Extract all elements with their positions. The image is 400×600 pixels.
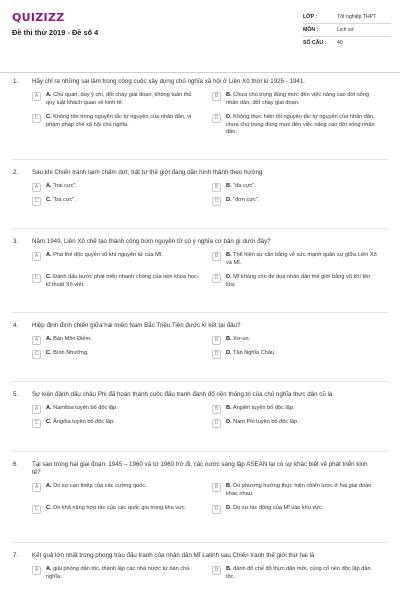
option-key: B. [226, 92, 232, 98]
meta-label: SỐ CÂU : [303, 40, 327, 47]
option-key: A. [46, 252, 52, 258]
question-text: Sự kiện đánh dấu châu Phi đã hoàn thành cuộc đấu tranh đánh đổ nền thống trị của chủ nghĩa thực dân cũ là [32, 391, 333, 398]
option-key: B. [226, 405, 232, 411]
option-letter-box: A [32, 566, 41, 575]
answer-option-c[interactable] [32, 350, 200, 359]
option-key: C. [46, 350, 52, 356]
option-text [46, 252, 163, 260]
option-value: Chủ quan, duy ý chí, đốt cháy giai đoạn, không tuân thủ quy luật khách quan về kinh tế. [46, 92, 192, 106]
answer-option-c[interactable] [32, 197, 200, 206]
answer-option-a[interactable] [32, 566, 200, 581]
option-value: Nam Phi tuyên bố độc lập. [233, 419, 299, 425]
option-value: Không thực hiện tốt nguyên tắc tự nguyện của nhân dân, chưa chú trọng đúng mức đến việc nâng cao đời sống nhân dân. [226, 114, 375, 136]
meta-label: LỚP : [303, 13, 318, 20]
option-value: "hai cực". [53, 183, 78, 189]
answer-option-a[interactable] [32, 92, 200, 107]
option-text [46, 350, 89, 358]
option-text [226, 505, 323, 513]
option-value: Phá thế độc quyền vũ khí nguyên tử của Mĩ. [53, 252, 163, 258]
meta-row-count [303, 37, 391, 50]
option-letter-box: B [212, 483, 221, 492]
meta-row-subject [303, 24, 391, 37]
question-divider [12, 312, 388, 313]
answer-option-d[interactable] [212, 114, 380, 137]
option-key: A. [46, 336, 52, 342]
answer-option-d[interactable] [212, 350, 380, 359]
option-key: C. [46, 197, 52, 203]
option-letter-box: B [212, 183, 221, 192]
option-value: Tân Nghĩa Châu. [233, 350, 276, 356]
option-text [46, 566, 200, 581]
answer-option-d[interactable] [212, 197, 380, 206]
option-text [226, 336, 250, 344]
option-key: A. [46, 566, 52, 572]
question-text: Tại sao trong hai giai đoạn: 1945 – 1960 và từ 1960 trở đi, các nước sáng lập ASEAN lại có sự khác biệt về phát triển kinh tế? [32, 461, 368, 477]
answer-option-b[interactable] [212, 483, 380, 498]
option-text [46, 274, 200, 289]
question-number: 3. [13, 238, 19, 245]
option-value: "đa cực". [233, 183, 256, 189]
option-key: B. [226, 483, 232, 489]
option-text [226, 405, 294, 413]
option-letter-box: C [32, 114, 41, 123]
option-text [46, 197, 76, 205]
option-letter-box: C [32, 505, 41, 514]
answer-option-b[interactable] [212, 183, 380, 192]
option-key: A. [46, 183, 52, 189]
option-value: Do sự can thiệp của các cường quốc. [53, 483, 147, 489]
option-key: A. [46, 483, 52, 489]
option-letter-box: B [212, 405, 221, 414]
option-letter-box: A [32, 405, 41, 414]
option-text [46, 114, 200, 129]
answer-option-a[interactable] [32, 336, 200, 345]
option-letter-box: B [212, 566, 221, 575]
option-key: D. [226, 114, 232, 120]
option-value: Chưa chú trọng đúng mức đến việc nâng cao đời sống nhân dân, đốt cháy giai đoạn. [226, 92, 370, 106]
answer-option-b[interactable] [212, 92, 380, 107]
option-value: Thể hiện sự cân bằng về sức mạnh quân sự giữa Liên Xô và Mĩ. [226, 252, 377, 266]
option-key: C. [46, 505, 52, 511]
option-text [226, 197, 259, 205]
option-letter-box: D [212, 505, 221, 514]
option-letter-box: D [212, 114, 221, 123]
option-key: B. [226, 566, 232, 572]
question-divider [12, 159, 388, 160]
question-number: 7. [13, 552, 19, 559]
option-letter-box: B [212, 336, 221, 345]
question-divider [12, 381, 388, 382]
answer-option-d[interactable] [212, 419, 380, 428]
option-letter-box: C [32, 419, 41, 428]
quizizz-logo: QUIZIZZ [12, 11, 65, 24]
answer-option-a[interactable] [32, 405, 200, 414]
meta-label: MÔN : [303, 26, 319, 33]
option-value: Do sự tác động của Mĩ vào khu vực. [233, 505, 324, 511]
answer-option-b[interactable] [212, 252, 380, 267]
meta-row-class [303, 11, 391, 24]
question-divider [12, 228, 388, 229]
question-text: Sau khi Chiến tranh lạnh chấm dứt, trật tự thế giới đang dần hình thành theo hướng [32, 169, 263, 176]
option-value: Angiêri tuyên bố độc lập. [232, 405, 295, 411]
option-key: C. [46, 274, 52, 280]
option-key: D. [226, 197, 232, 203]
option-text [46, 405, 118, 413]
option-key: C. [46, 419, 52, 425]
option-value: "ba cực". [53, 197, 76, 203]
option-text [226, 114, 380, 137]
header-divider [0, 72, 400, 73]
option-text [46, 505, 186, 513]
option-text [226, 483, 380, 498]
option-key: D. [226, 505, 232, 511]
option-letter-box: A [32, 92, 41, 101]
option-value: Không tôn trọng nguyên tắc tự nguyện của nhân dân, vi phạm pháp chế xã hội chủ nghĩa. [46, 114, 192, 128]
option-text [226, 350, 276, 358]
option-text [46, 183, 77, 191]
option-letter-box: A [32, 483, 41, 492]
answer-option-d[interactable] [212, 274, 380, 289]
option-value: đánh đổ chế độ thực dân mới, củng cố nền độc lập dân tộc. [226, 566, 371, 580]
option-text [46, 92, 200, 107]
option-text [226, 419, 299, 427]
option-value: Bình Nhưỡng. [53, 350, 89, 356]
answer-option-c[interactable] [32, 274, 200, 289]
answer-option-b[interactable] [212, 405, 380, 414]
meta-value: Tốt nghiệp THPT [337, 13, 377, 20]
question-divider [12, 451, 388, 452]
answer-option-d[interactable] [212, 505, 380, 514]
option-value: Đánh dấu bước phát triển nhanh chóng của nền khoa học-kĩ thuật Xô viết. [46, 274, 199, 288]
answer-option-a[interactable] [32, 183, 200, 192]
option-text [226, 92, 380, 107]
meta-value: 40 [337, 40, 343, 47]
answer-option-b[interactable] [212, 336, 380, 345]
option-value: Ăngôla tuyên bố độc lập. [53, 419, 115, 425]
option-value: Do phương hướng thực hiện chiến lược ở hai giai đoạn khác nhau. [226, 483, 372, 497]
option-key: D. [226, 274, 232, 280]
option-value: Do khả năng hợp tác của các quốc gia trong khu vực. [53, 505, 187, 511]
option-key: B. [226, 336, 232, 342]
option-value: "đơn cực". [233, 197, 260, 203]
question-number: 5. [13, 391, 19, 398]
meta-value: Lịch sử [337, 26, 355, 33]
option-key: D. [226, 419, 232, 425]
option-letter-box: A [32, 183, 41, 192]
answer-option-a[interactable] [32, 252, 200, 261]
exam-meta [303, 11, 391, 50]
option-key: B. [226, 183, 232, 189]
question-number: 4. [13, 322, 19, 329]
question-text: Hiệp định đình chiến giữa hai miền Nam Bắc Triều Tiên được kí kết tại đâu? [32, 322, 241, 329]
option-value: Xơ-un. [233, 336, 251, 342]
option-text [226, 252, 380, 267]
option-letter-box: D [212, 197, 221, 206]
answer-option-c[interactable] [32, 419, 200, 428]
option-letter-box: C [32, 197, 41, 206]
exam-title: Đề thi thử 2019 - Đề số 4 [12, 28, 99, 37]
question-divider [12, 542, 388, 543]
option-letter-box: B [212, 92, 221, 101]
option-value: Mĩ không còn đe dọa nhân dân thế giới bằng vũ khí tên lửa. [226, 274, 371, 288]
question-text: Năm 1949, Liên Xô chế tạo thành công bom nguyên tử có ý nghĩa cơ bản gì dưới đây? [32, 238, 271, 245]
exam-header [0, 0, 400, 72]
option-letter-box: C [32, 274, 41, 283]
option-key: C. [46, 114, 52, 120]
option-letter-box: D [212, 274, 221, 283]
option-key: D. [226, 350, 232, 356]
option-letter-box: A [32, 252, 41, 261]
option-letter-box: B [212, 252, 221, 261]
option-value: Namibia tuyên bố độc lập. [53, 405, 118, 411]
option-value: Bàn Môn Điếm. [53, 336, 92, 342]
option-letter-box: D [212, 419, 221, 428]
question-number: 1. [13, 78, 19, 85]
option-letter-box: C [32, 350, 41, 359]
answer-option-c[interactable] [32, 505, 200, 514]
question-number: 6. [13, 461, 19, 468]
option-letter-box: A [32, 336, 41, 345]
question-number: 2. [13, 169, 19, 176]
option-text [226, 183, 256, 191]
option-key: A. [46, 405, 52, 411]
question-text: Kết quả lớn nhất trong phong trào đấu tranh của nhân dân Mĩ Latinh sau Chiến tranh thế giới thứ hai là [32, 552, 315, 559]
option-text [226, 274, 380, 289]
option-text [46, 483, 147, 491]
answer-option-a[interactable] [32, 483, 200, 492]
answer-option-c[interactable] [32, 114, 200, 129]
option-key: A. [46, 92, 52, 98]
option-letter-box: D [212, 350, 221, 359]
option-text [46, 336, 92, 344]
answer-option-b[interactable] [212, 566, 380, 581]
option-key: B. [226, 252, 232, 258]
option-value: giải phóng dân tộc, thành lập các nhà nước tự bản chủ nghĩa. [46, 566, 190, 580]
option-text [226, 566, 380, 581]
option-text [46, 419, 115, 427]
question-text: Hãy chỉ ra những sai lầm trong công cuộc xây dựng chủ nghĩa xã hội ở Liên Xô thời kì 1925 - 1941. [32, 78, 305, 85]
